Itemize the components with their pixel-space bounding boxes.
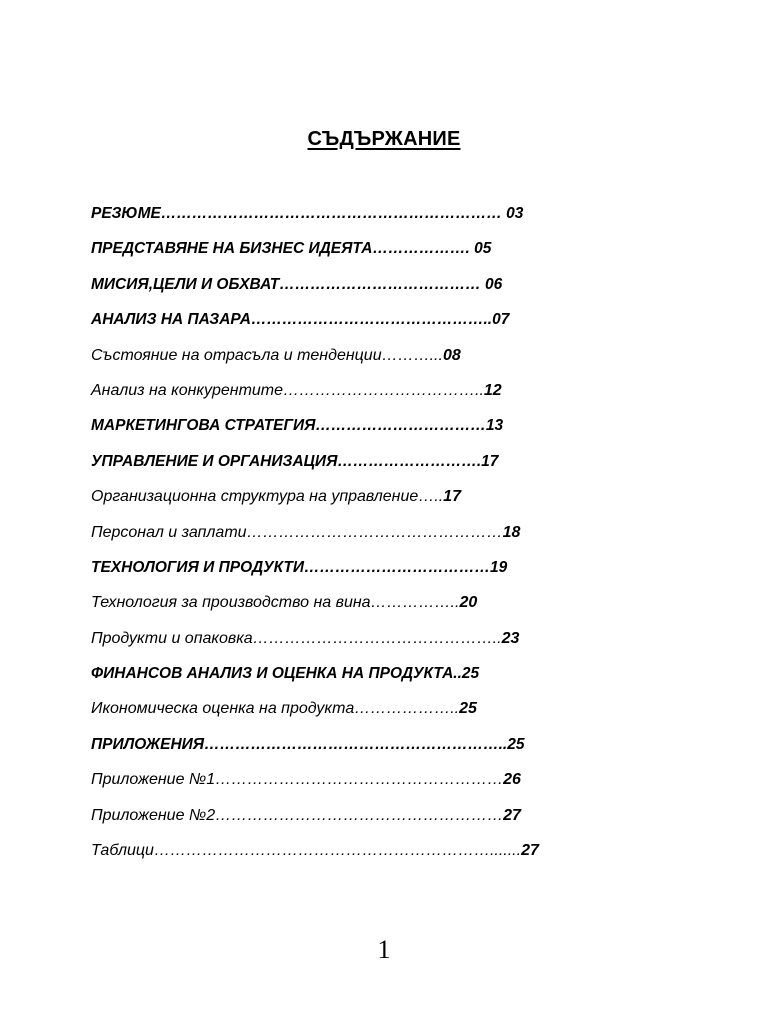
toc-entry-text: Икономическа оценка на продукта……………….. [91,700,460,718]
toc-entry-text: УПРАВЛЕНИЕ И ОРГАНИЗАЦИЯ……………………….17 [91,452,499,470]
toc-entry-text: Персонал и заплати………………………………………… [91,523,503,541]
toc-entry-text: МАРКЕТИНГОВА СТРАТЕГИЯ……………………………13 [91,417,504,435]
toc-entry-text: РЕЗЮМЕ………………………………………………………… 03 [91,205,524,222]
toc-entry-text: АНАЛИЗ НА ПАЗАРА………………………………………..07 [91,311,510,329]
toc-entry-text: Таблици………………………………………………………....... [91,842,522,860]
toc-entry-text: ПРЕДСТАВЯНЕ НА БИЗНЕС ИДЕЯТА………………. 05 [91,240,492,258]
toc-page-number: 26 [503,771,521,789]
toc-entry-economic-evaluation[interactable] [91,696,651,731]
toc-entry-text: Анализ на конкурентите……………………………….. [91,381,484,399]
toc-page-number: 12 [483,381,502,399]
toc-entry-text: Продукти и опаковка……………………………………….. [91,629,502,647]
toc-entry-appendices[interactable] [91,732,651,767]
table-of-contents [91,201,651,873]
toc-entry-text: Състояние на отрасъла и тенденции………... [91,346,443,364]
toc-page-number: 17 [443,488,461,506]
toc-entry-industry-state[interactable] [91,343,651,378]
toc-entry-competitors[interactable] [91,378,651,413]
toc-entry-wine-technology[interactable] [91,590,651,625]
toc-entry-management[interactable] [91,449,651,484]
toc-entry-org-structure[interactable] [91,484,651,519]
toc-entry-products-packaging[interactable] [91,626,651,661]
toc-entry-text: ПРИЛОЖЕНИЯ…………………………………………………..25 [91,735,525,753]
toc-page-number: 08 [442,346,461,364]
toc-entry-text: Организационна структура на управление….. [91,488,444,506]
toc-entry-text: МИСИЯ,ЦЕЛИ И ОБХВАТ………………………………… 06 [91,275,503,293]
toc-entry-text: Технология за производство на вина…………….. [91,594,460,612]
document-title: СЪДЪРЖАНИЕ [307,128,461,150]
toc-entry-mission[interactable] [91,272,651,307]
toc-entry-text: Приложение №1……………………………………………… [91,771,504,789]
toc-entry-financial-analysis[interactable] [91,661,651,696]
toc-entry-summary[interactable] [91,201,651,236]
toc-entry-marketing-strategy[interactable] [91,413,651,448]
toc-page-number: 20 [459,594,478,612]
toc-entry-technology-products[interactable] [91,555,651,590]
toc-page-number: 27 [503,806,521,824]
toc-entry-appendix-1[interactable] [91,767,651,802]
toc-entry-business-idea[interactable] [91,236,651,271]
toc-page-number: 25 [459,700,477,718]
toc-entry-text: ФИНАНСОВ АНАЛИЗ И ОЦЕНКА НА ПРОДУКТА..25 [91,665,480,683]
toc-page-number: 18 [502,523,521,541]
toc-entry-personnel[interactable] [91,520,651,555]
page-number: 1 [377,935,391,964]
toc-entry-text: Приложение №2……………………………………………… [91,806,504,824]
toc-entry-text: ТЕХНОЛОГИЯ И ПРОДУКТИ………………………………19 [91,558,508,576]
toc-page-number: 27 [521,842,539,860]
toc-page-number: 23 [501,629,520,647]
toc-entry-tables[interactable] [91,838,651,873]
toc-entry-market-analysis[interactable] [91,307,651,342]
toc-entry-appendix-2[interactable] [91,803,651,838]
